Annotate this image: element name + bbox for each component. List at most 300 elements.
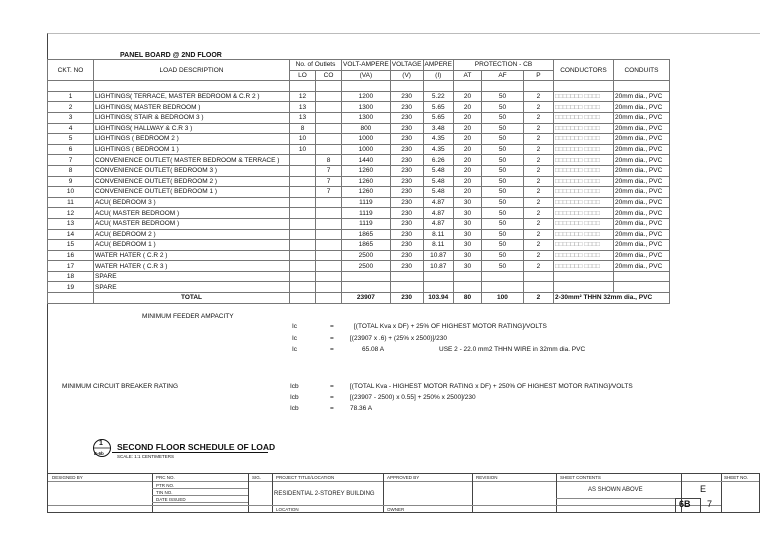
lo-cell xyxy=(290,261,316,272)
outlets-header: No. of Outlets xyxy=(290,60,342,71)
table-row xyxy=(48,102,670,113)
conductors-cell: □□□□□□□ □□□□ xyxy=(553,208,613,219)
p-header: P xyxy=(523,70,553,81)
project-name: RESIDENTIAL 2-STOREY BUILDING xyxy=(274,491,375,497)
voltage-header: VOLTAGE xyxy=(391,61,422,69)
load-schedule-table xyxy=(47,59,670,304)
v-cell: 230 xyxy=(390,165,423,176)
total-p: 2 xyxy=(523,293,553,304)
description-cell: ACU( BEDROOM 1 ) xyxy=(94,240,290,251)
va-cell: 1200 xyxy=(342,91,391,102)
at-header: AT xyxy=(453,70,481,81)
v-cell: 230 xyxy=(390,176,423,187)
breaker-title: MINIMUM CIRCUIT BREAKER RATING xyxy=(62,383,179,390)
description-cell: ACU( MASTER BEDROOM ) xyxy=(94,218,290,229)
af-cell: 50 xyxy=(481,187,523,198)
total-co xyxy=(316,293,342,304)
lo-cell xyxy=(290,218,316,229)
v-cell: 230 xyxy=(390,208,423,219)
i-cell: 4.87 xyxy=(423,197,453,208)
p-cell: 2 xyxy=(523,91,553,102)
ckt-cell: 2 xyxy=(48,102,94,113)
p-cell: 2 xyxy=(523,144,553,155)
v-header: (V) xyxy=(390,70,423,81)
at-cell: 30 xyxy=(453,197,481,208)
co-cell: 7 xyxy=(316,187,342,198)
va-cell: 1000 xyxy=(342,134,391,145)
p-cell: 2 xyxy=(523,208,553,219)
description-cell: CONVENIENCE OUTLET( BEDROOM 3 ) xyxy=(94,165,290,176)
co-cell: 7 xyxy=(316,176,342,187)
at-cell: 30 xyxy=(453,229,481,240)
ckt-cell: 14 xyxy=(48,229,94,240)
description-cell: CONVENIENCE OUTLET( MASTER BEDROOM & TERRACE ) xyxy=(94,155,290,166)
description-cell: CONVENIENCE OUTLET( BEDROOM 2 ) xyxy=(94,176,290,187)
co-cell xyxy=(316,229,342,240)
co-cell xyxy=(316,218,342,229)
table-row xyxy=(48,261,670,272)
drawing-bubble-icon xyxy=(92,438,114,460)
i-header: (I) xyxy=(423,70,453,81)
af-cell: 50 xyxy=(481,197,523,208)
af-cell: 50 xyxy=(481,165,523,176)
lo-cell xyxy=(290,165,316,176)
i-cell: 8.11 xyxy=(423,240,453,251)
v-cell: 230 xyxy=(390,91,423,102)
conduit-cell: 20mm dia., PVC xyxy=(613,102,669,113)
conduit-cell: 20mm dia., PVC xyxy=(613,261,669,272)
p-cell: 2 xyxy=(523,261,553,272)
table-row xyxy=(48,112,670,123)
conduit-cell: 20mm dia., PVC xyxy=(613,155,669,166)
table-row xyxy=(48,229,670,240)
p-cell: 2 xyxy=(523,176,553,187)
va-cell: 1000 xyxy=(342,144,391,155)
load-rows xyxy=(48,81,670,293)
breaker-eq-1: = xyxy=(330,383,334,390)
at-cell: 30 xyxy=(453,261,481,272)
va-cell xyxy=(342,271,391,282)
co-cell xyxy=(316,102,342,113)
conduit-cell xyxy=(613,271,669,282)
ckt-cell: 9 xyxy=(48,176,94,187)
v-cell: 230 xyxy=(390,240,423,251)
sheet-contents-label: SHEET CONTENTS xyxy=(560,475,601,480)
va-cell: 1440 xyxy=(342,155,391,166)
discipline-letter: E xyxy=(700,484,707,494)
co-cell xyxy=(316,144,342,155)
feeder-eq-2: = xyxy=(330,335,334,342)
p-cell: 2 xyxy=(523,165,553,176)
conductors-header: CONDUCTORS xyxy=(553,60,613,81)
v-cell: 230 xyxy=(390,102,423,113)
p-cell xyxy=(523,282,553,293)
table-row xyxy=(48,155,670,166)
breaker-sym-1: Icb xyxy=(290,383,299,390)
conductors-cell: □□□□□□□ □□□□ xyxy=(553,187,613,198)
conductors-cell: □□□□□□□ □□□□ xyxy=(553,123,613,134)
description-cell: SPARE xyxy=(94,271,290,282)
breaker-eq-2: = xyxy=(330,394,334,401)
i-cell: 4.87 xyxy=(423,208,453,219)
co-cell xyxy=(316,271,342,282)
v-cell: 230 xyxy=(390,112,423,123)
co-cell xyxy=(316,123,342,134)
va-cell: 1865 xyxy=(342,240,391,251)
i-cell xyxy=(423,282,453,293)
description-cell: ACU( BEDROOM 2 ) xyxy=(94,229,290,240)
p-cell: 2 xyxy=(523,187,553,198)
lo-cell: 12 xyxy=(290,91,316,102)
va-cell: 1300 xyxy=(342,102,391,113)
at-cell: 20 xyxy=(453,165,481,176)
lo-cell: 13 xyxy=(290,102,316,113)
va-cell: 1260 xyxy=(342,165,391,176)
p-cell: 2 xyxy=(523,155,553,166)
co-cell xyxy=(316,282,342,293)
ckt-cell: 7 xyxy=(48,155,94,166)
at-cell xyxy=(453,271,481,282)
co-cell xyxy=(316,91,342,102)
drawing-title: SECOND FLOOR SCHEDULE OF LOAD xyxy=(117,442,276,452)
v-cell: 230 xyxy=(390,155,423,166)
panel-board-title: PANEL BOARD @ 2ND FLOOR xyxy=(120,52,222,59)
v-cell: 230 xyxy=(390,187,423,198)
table-row xyxy=(48,197,670,208)
description-cell: LIGHTINGS( STAIR & BEDROOM 3 ) xyxy=(94,112,290,123)
conduit-cell xyxy=(613,282,669,293)
i-cell: 4.35 xyxy=(423,144,453,155)
p-cell: 2 xyxy=(523,123,553,134)
lo-cell xyxy=(290,271,316,282)
conductors-cell xyxy=(553,282,613,293)
sheet-contents-text: AS SHOWN ABOVE xyxy=(588,487,643,493)
table-row xyxy=(48,208,670,219)
drawing-sheet-ref: E-6b xyxy=(94,451,104,456)
p-cell: 2 xyxy=(523,250,553,261)
p-cell: 2 xyxy=(523,112,553,123)
table-row xyxy=(48,134,670,145)
total-v: 230 xyxy=(390,293,423,304)
table-row xyxy=(48,123,670,134)
ckt-cell: 3 xyxy=(48,112,94,123)
description-cell: LIGHTINGS( MASTER BEDROOM ) xyxy=(94,102,290,113)
header-row-1 xyxy=(48,60,670,71)
conduit-cell: 20mm dia., PVC xyxy=(613,134,669,145)
af-cell: 50 xyxy=(481,176,523,187)
total-lo xyxy=(290,293,316,304)
drawing-number: 1 xyxy=(99,440,103,447)
v-cell: 230 xyxy=(390,123,423,134)
lo-cell xyxy=(290,176,316,187)
conductors-cell: □□□□□□□ □□□□ xyxy=(553,112,613,123)
conductors-cell xyxy=(553,271,613,282)
total-ckt xyxy=(48,293,94,304)
at-cell xyxy=(453,282,481,293)
at-cell: 20 xyxy=(453,91,481,102)
feeder-eq-3: = xyxy=(330,346,334,353)
at-cell: 20 xyxy=(453,123,481,134)
title-block xyxy=(47,473,722,513)
conductors-cell: □□□□□□□ □□□□ xyxy=(553,197,613,208)
af-cell: 50 xyxy=(481,91,523,102)
table-row xyxy=(48,218,670,229)
lo-cell xyxy=(290,208,316,219)
total-af: 100 xyxy=(481,293,523,304)
conduits-header: CONDUITS xyxy=(613,60,669,81)
va-cell: 1865 xyxy=(342,229,391,240)
ckt-cell: 18 xyxy=(48,271,94,282)
at-cell: 30 xyxy=(453,250,481,261)
feeder-sym-3: Ic xyxy=(292,346,298,353)
date-label: DATE ISSUED xyxy=(156,497,186,502)
at-cell: 20 xyxy=(453,176,481,187)
af-cell: 50 xyxy=(481,123,523,134)
ckt-cell: 11 xyxy=(48,197,94,208)
total-row xyxy=(48,293,670,304)
conductors-cell: □□□□□□□ □□□□ xyxy=(553,144,613,155)
af-cell xyxy=(481,282,523,293)
feeder-eq-1: = xyxy=(330,323,334,330)
ampere-header: AMPERE xyxy=(424,61,452,69)
ckt-cell: 13 xyxy=(48,218,94,229)
table-row xyxy=(48,91,670,102)
at-cell: 30 xyxy=(453,240,481,251)
conductors-cell: □□□□□□□ □□□□ xyxy=(553,218,613,229)
co-cell xyxy=(316,261,342,272)
v-cell: 230 xyxy=(390,218,423,229)
total-i: 103.94 xyxy=(423,293,453,304)
conduit-cell: 20mm dia., PVC xyxy=(613,197,669,208)
i-cell: 8.11 xyxy=(423,229,453,240)
co-header: CO xyxy=(316,70,342,81)
breaker-line-1: [(TOTAL Kva - HIGHEST MOTOR RATING x DF) + 250% OF HIGHEST MOTOR RATING]/VOLTS xyxy=(350,383,633,390)
lo-cell xyxy=(290,187,316,198)
ckt-cell: 16 xyxy=(48,250,94,261)
feeder-result: 65.08 A xyxy=(362,346,385,353)
sheet-code: 6B xyxy=(679,499,691,509)
ckt-cell: 17 xyxy=(48,261,94,272)
co-cell xyxy=(316,112,342,123)
af-cell: 50 xyxy=(481,102,523,113)
va-cell: 1260 xyxy=(342,176,391,187)
conductors-cell: □□□□□□□ □□□□ xyxy=(553,261,613,272)
lo-header: LO xyxy=(290,70,316,81)
at-cell: 20 xyxy=(453,155,481,166)
af-cell: 50 xyxy=(481,229,523,240)
designed-by-label: DESIGNED BY xyxy=(52,475,83,480)
table-row xyxy=(48,271,670,282)
ckt-cell: 4 xyxy=(48,123,94,134)
conduit-cell: 20mm dia., PVC xyxy=(613,176,669,187)
at-cell: 20 xyxy=(453,102,481,113)
i-cell: 5.48 xyxy=(423,165,453,176)
feeder-sym-2: Ic xyxy=(292,335,298,342)
conduit-cell: 20mm dia., PVC xyxy=(613,187,669,198)
ckt-cell: 8 xyxy=(48,165,94,176)
p-cell: 2 xyxy=(523,102,553,113)
v-cell xyxy=(390,271,423,282)
v-cell: 230 xyxy=(390,144,423,155)
p-cell: 2 xyxy=(523,218,553,229)
va-cell: 1300 xyxy=(342,112,391,123)
approved-by-label: APPROVED BY xyxy=(387,475,420,480)
lo-cell: 10 xyxy=(290,144,316,155)
va-cell: 1260 xyxy=(342,187,391,198)
description-cell: LIGHTINGS( HALLWAY & C.R 3 ) xyxy=(94,123,290,134)
project-title-label: PROJECT TITLE/LOCATION xyxy=(276,475,335,480)
sheet-no-label: SHEET NO. xyxy=(724,475,749,480)
af-cell: 50 xyxy=(481,112,523,123)
p-cell: 2 xyxy=(523,229,553,240)
table-row xyxy=(48,282,670,293)
total-va: 23907 xyxy=(342,293,391,304)
table-row xyxy=(48,250,670,261)
conductors-cell: □□□□□□□ □□□□ xyxy=(553,134,613,145)
description-cell: SPARE xyxy=(94,282,290,293)
total-conductors: 2-30mm² THHN 32mm dia., PVC xyxy=(553,293,669,304)
sheet-count: 7 xyxy=(707,499,713,509)
va-cell: 800 xyxy=(342,123,391,134)
breaker-sym-2: Icb xyxy=(290,394,299,401)
ckt-cell: 5 xyxy=(48,134,94,145)
protection-header: PROTECTION - CB xyxy=(453,60,553,71)
af-cell: 50 xyxy=(481,261,523,272)
af-cell xyxy=(481,271,523,282)
table-row xyxy=(48,187,670,198)
description-cell: LIGHTINGS ( BEDROOM 1 ) xyxy=(94,144,290,155)
i-cell: 4.35 xyxy=(423,134,453,145)
feeder-note: USE 2 - 22.0 mm2 THHN WIRE in 32mm dia. PVC xyxy=(439,346,586,353)
v-cell: 230 xyxy=(390,250,423,261)
co-cell: 7 xyxy=(316,165,342,176)
volt-ampere-header: VOLT-AMPERE xyxy=(343,61,389,69)
description-cell: CONVENIENCE OUTLET( BEDROOM 1 ) xyxy=(94,187,290,198)
conductors-cell: □□□□□□□ □□□□ xyxy=(553,155,613,166)
at-cell: 20 xyxy=(453,187,481,198)
lo-cell: 13 xyxy=(290,112,316,123)
lo-cell xyxy=(290,229,316,240)
conduit-cell: 20mm dia., PVC xyxy=(613,91,669,102)
spacer-row xyxy=(48,81,670,92)
conduit-cell: 20mm dia., PVC xyxy=(613,240,669,251)
total-label: TOTAL xyxy=(94,293,290,304)
location-label: LOCATION xyxy=(276,507,299,512)
co-cell xyxy=(316,208,342,219)
conductors-cell: □□□□□□□ □□□□ xyxy=(553,102,613,113)
sheet-number-block xyxy=(720,473,760,513)
breaker-result: 78.36 A xyxy=(350,405,373,412)
co-cell xyxy=(316,134,342,145)
va-header: (VA) xyxy=(342,70,391,81)
i-cell: 10.87 xyxy=(423,250,453,261)
prc-label: PRC NO. xyxy=(156,475,175,480)
i-cell xyxy=(423,271,453,282)
p-cell xyxy=(523,271,553,282)
ptr-label: PTR NO. xyxy=(156,483,175,488)
va-cell: 2500 xyxy=(342,250,391,261)
va-cell: 1119 xyxy=(342,218,391,229)
description-cell: ACU( MASTER BEDROOM ) xyxy=(94,208,290,219)
p-cell: 2 xyxy=(523,240,553,251)
conductors-cell: □□□□□□□ □□□□ xyxy=(553,165,613,176)
conductors-cell: □□□□□□□ □□□□ xyxy=(553,176,613,187)
conduit-cell: 20mm dia., PVC xyxy=(613,165,669,176)
co-cell: 8 xyxy=(316,155,342,166)
va-cell xyxy=(342,282,391,293)
af-cell: 50 xyxy=(481,250,523,261)
i-cell: 5.48 xyxy=(423,176,453,187)
conduit-cell: 20mm dia., PVC xyxy=(613,123,669,134)
v-cell: 230 xyxy=(390,229,423,240)
total-at: 80 xyxy=(453,293,481,304)
af-header: AF xyxy=(481,70,523,81)
conduit-cell: 20mm dia., PVC xyxy=(613,218,669,229)
table-row xyxy=(48,144,670,155)
co-cell xyxy=(316,240,342,251)
description-cell: ACU( BEDROOM 3 ) xyxy=(94,197,290,208)
lo-cell: 8 xyxy=(290,123,316,134)
i-cell: 5.65 xyxy=(423,112,453,123)
i-cell: 4.87 xyxy=(423,218,453,229)
co-cell xyxy=(316,250,342,261)
v-cell: 230 xyxy=(390,197,423,208)
table-row xyxy=(48,165,670,176)
owner-label: OWNER xyxy=(387,507,405,512)
ckt-cell: 19 xyxy=(48,282,94,293)
va-cell: 2500 xyxy=(342,261,391,272)
p-cell: 2 xyxy=(523,134,553,145)
lo-cell xyxy=(290,197,316,208)
lo-cell xyxy=(290,155,316,166)
drawing-scale: SCALE: 1:1 CENTIMETERS xyxy=(117,454,175,459)
conduit-cell: 20mm dia., PVC xyxy=(613,144,669,155)
i-cell: 5.48 xyxy=(423,187,453,198)
conductors-cell: □□□□□□□ □□□□ xyxy=(553,250,613,261)
co-cell xyxy=(316,197,342,208)
at-cell: 30 xyxy=(453,218,481,229)
sig-label: SIG. xyxy=(252,475,262,480)
ckt-cell: 6 xyxy=(48,144,94,155)
af-cell: 50 xyxy=(481,144,523,155)
v-cell xyxy=(390,282,423,293)
feeder-sym-1: Ic xyxy=(292,323,298,330)
at-cell: 20 xyxy=(453,134,481,145)
feeder-title: MINIMUM FEEDER AMPACITY xyxy=(142,313,234,320)
af-cell: 50 xyxy=(481,134,523,145)
at-cell: 30 xyxy=(453,208,481,219)
p-cell: 2 xyxy=(523,197,553,208)
i-cell: 10.87 xyxy=(423,261,453,272)
i-cell: 3.48 xyxy=(423,123,453,134)
breaker-line-2: [(23907 - 2500) x 0.55] + 250% x 2500]/230 xyxy=(350,394,476,401)
v-cell: 230 xyxy=(390,134,423,145)
description-cell: LIGHTINGS ( BEDROOM 2 ) xyxy=(94,134,290,145)
drawing-title-underline xyxy=(112,452,268,453)
lo-cell xyxy=(290,240,316,251)
table-row xyxy=(48,240,670,251)
va-cell: 1119 xyxy=(342,197,391,208)
lo-cell xyxy=(290,250,316,261)
feeder-line-1: [(TOTAL Kva x DF) + 25% OF HIGHEST MOTOR RATING]/VOLTS xyxy=(354,323,547,330)
ckt-cell: 10 xyxy=(48,187,94,198)
af-cell: 50 xyxy=(481,155,523,166)
lo-cell xyxy=(290,282,316,293)
revision-label: REVISION xyxy=(476,475,498,480)
load-description-header: LOAD DESCRIPTION xyxy=(94,60,290,81)
at-cell: 20 xyxy=(453,144,481,155)
at-cell: 20 xyxy=(453,112,481,123)
